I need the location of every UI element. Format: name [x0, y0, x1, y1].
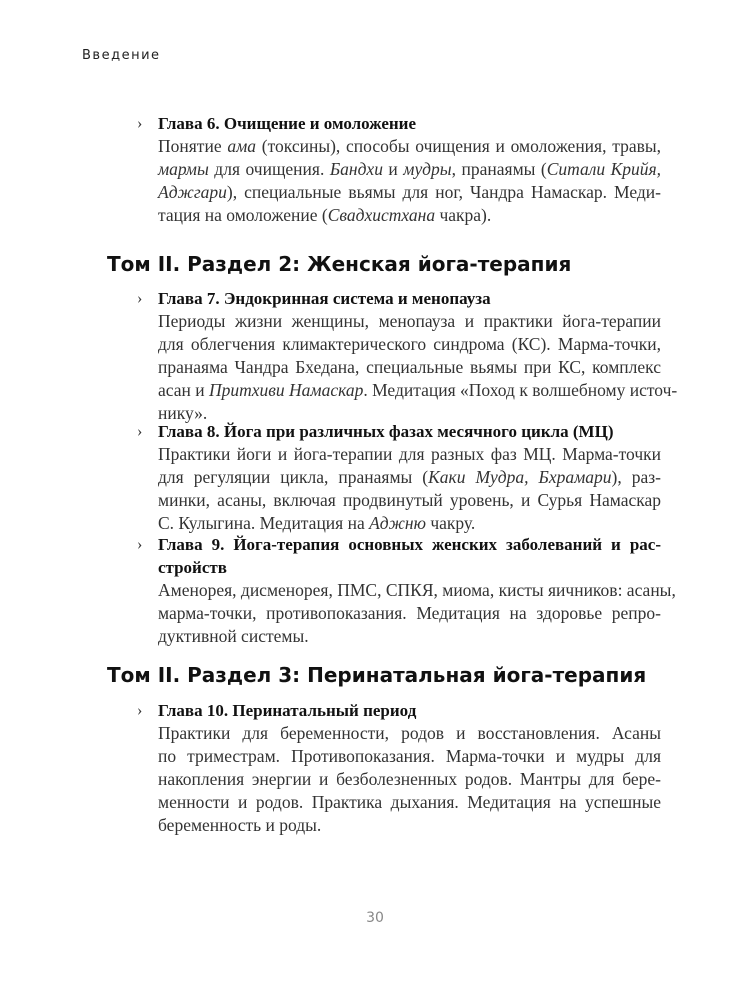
text-segment: Практики для беременности, родов и восстановления. Асаны — [158, 723, 661, 743]
text-segment: . Медитация «Поход к волшебному источ- — [363, 380, 678, 400]
italic-term: Бандхи — [329, 159, 383, 179]
chapter-description-line — [158, 379, 678, 402]
text-segment: Практики йоги и йога-терапии для разных фаз МЦ. Марма-точки — [158, 444, 661, 464]
italic-term: Аджню — [369, 513, 426, 533]
chapter-title: стройств — [158, 558, 227, 577]
text-segment: минки, асаны, включая продвинутый уровень, и Сурья Намаскар — [158, 490, 661, 510]
italic-term: Ситали Крийя, — [546, 159, 661, 179]
chapter-description-line — [158, 768, 661, 791]
page-number: 30 — [366, 910, 384, 926]
text-segment: менности и родов. Практика дыхания. Медитация на успешные — [158, 792, 661, 812]
chapter-description-line — [158, 791, 661, 814]
text-segment: ), специальные вьямы для ног, Чандра Намаскар. Меди- — [226, 182, 661, 202]
text-segment: беременность и роды. — [158, 815, 322, 835]
italic-term: Аджгари — [158, 182, 227, 202]
bullet-icon: › — [137, 702, 143, 719]
chapter-description-line — [158, 181, 661, 204]
chapter-description-line — [158, 814, 661, 837]
chapter-description-line — [158, 579, 676, 602]
chapter-description-line — [158, 722, 661, 745]
bullet-icon: › — [137, 536, 143, 553]
chapter-description-line — [158, 625, 661, 648]
chapter-entry — [137, 112, 661, 227]
italic-term: мармы — [158, 159, 209, 179]
text-segment: Периоды жизни женщины, менопауза и практики йога-терапии — [158, 311, 661, 331]
chapter-title: Глава 6. Очищение и омоложение — [158, 114, 417, 133]
text-segment: для регуляции цикла, пранаямы ( — [158, 467, 429, 487]
text-segment: накопления энергии и безболезненных родов. Мантры для бере- — [158, 769, 661, 789]
section-heading: Том II. Раздел 2: Женская йога-терапия — [107, 252, 572, 276]
chapter-description-line — [158, 356, 661, 379]
chapter-entry — [137, 420, 661, 535]
text-segment: для облегчения климактерического синдрома (КС). Марма-точки, — [158, 334, 661, 354]
text-segment: чакра). — [435, 205, 492, 225]
chapter-description-line — [158, 443, 661, 466]
text-segment: марма-точки, противопоказания. Медитация на здоровье репро- — [158, 603, 661, 623]
bullet-icon: › — [137, 290, 143, 307]
text-segment: пранаяма Чандра Бхедана, специальные вьямы при КС, комплекс — [158, 357, 661, 377]
italic-term: ама — [227, 136, 257, 156]
text-segment: чакру. — [425, 513, 476, 533]
chapter-description-line — [158, 489, 661, 512]
chapter-title: Глава 7. Эндокринная система и менопауза — [158, 289, 491, 308]
chapter-description-line — [158, 310, 661, 333]
text-segment: С. Кулыгина. Медитация на — [158, 513, 370, 533]
bullet-icon: › — [137, 115, 143, 132]
bullet-icon: › — [137, 423, 143, 440]
chapter-title: Глава 9. Йога-терапия основных женских заболеваний и рас- — [158, 535, 661, 554]
italic-term: Свадхистхана — [327, 205, 436, 225]
text-segment: по триместрам. Противопоказания. Марма-точки и мудры для — [158, 746, 661, 766]
chapter-entry — [137, 699, 661, 837]
chapter-entry — [137, 533, 676, 648]
chapter-description-line — [158, 204, 661, 227]
italic-term: Каки Мудра, Бхрамари — [428, 467, 612, 487]
chapter-description-line — [158, 745, 661, 768]
chapter-title: Глава 10. Перинатальный период — [158, 701, 417, 720]
italic-term: мудры — [403, 159, 452, 179]
text-segment: дуктивной системы. — [158, 626, 309, 646]
section-heading: Том II. Раздел 3: Перинатальная йога-терапия — [107, 663, 647, 687]
running-header: Введение — [82, 48, 161, 63]
chapter-description-line — [158, 333, 661, 356]
text-segment: Понятие — [158, 136, 228, 156]
chapter-title: Глава 8. Йога при различных фазах месячного цикла (МЦ) — [158, 422, 614, 441]
text-segment: Аменорея, дисменорея, ПМС, СПКЯ, миома, кисты яичников: асаны, — [158, 580, 676, 600]
chapter-description-line — [158, 512, 661, 535]
text-segment: , пранаямы ( — [451, 159, 547, 179]
text-segment: и — [382, 159, 404, 179]
chapter-description-line — [158, 135, 661, 158]
text-segment: ), раз- — [611, 467, 661, 487]
text-segment: нику». — [158, 403, 208, 423]
chapter-description-line — [158, 158, 661, 181]
text-segment: для очищения. — [208, 159, 330, 179]
chapter-description-line — [158, 602, 661, 625]
text-segment: асан и — [158, 380, 209, 400]
text-segment: (токсины), способы очищения и омоложения, травы, — [256, 136, 661, 156]
chapter-description-line — [158, 466, 661, 489]
italic-term: Притхиви Намаскар — [209, 380, 364, 400]
chapter-entry — [137, 287, 678, 425]
text-segment: тация на омоложение ( — [158, 205, 328, 225]
